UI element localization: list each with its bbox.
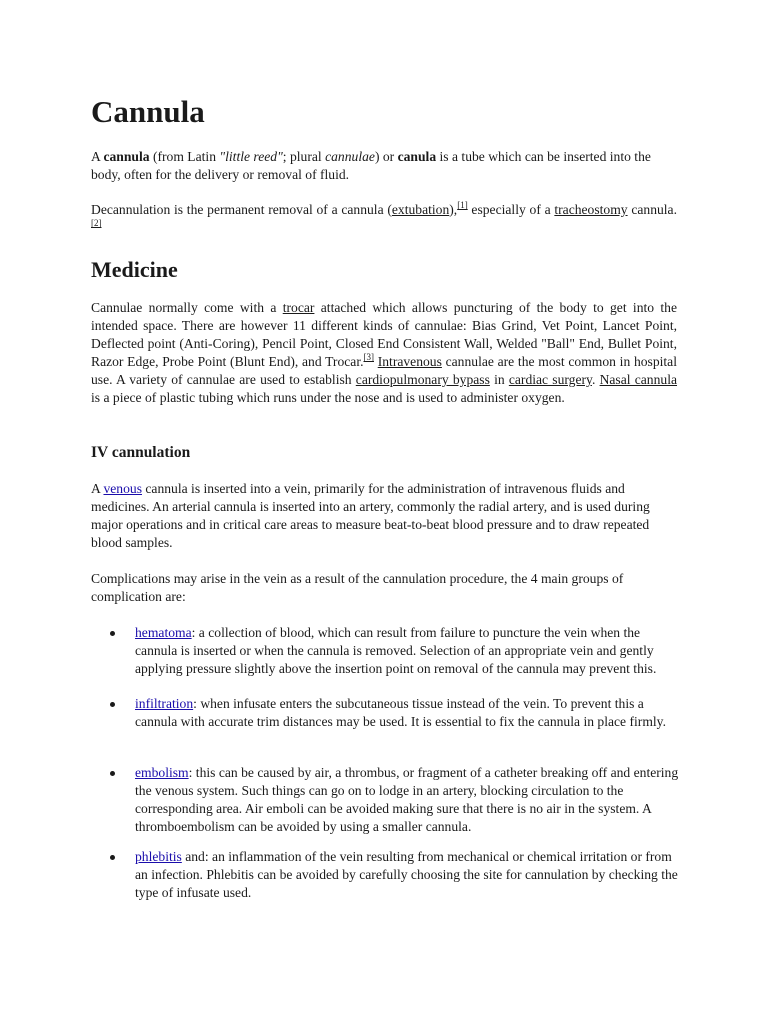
- list-item: phlebitis and: an inflammation of the vein resulting from mechanical or chemical irritation or from an infection. Phlebitis can be avoided by carefully choosing the site for cannulation by checking the type of infusate used.: [135, 848, 679, 902]
- reference-1[interactable]: [1]: [457, 200, 468, 210]
- reference-2[interactable]: [2]: [91, 218, 102, 228]
- link-extubation[interactable]: extubation: [391, 202, 450, 217]
- bullet-icon: [110, 631, 115, 636]
- intro-paragraph-definition: A cannula (from Latin "little reed"; plural cannulae) or canula is a tube which can be inserted into the body, often for the delivery or removal of fluid.: [91, 149, 651, 182]
- page-title: Cannula: [91, 94, 205, 129]
- term-canula: canula: [397, 149, 437, 164]
- bullet-icon: [110, 702, 115, 707]
- link-intravenous[interactable]: Intravenous: [377, 354, 442, 369]
- link-venous[interactable]: venous: [103, 481, 142, 496]
- list-item: embolism: this can be caused by air, a thrombus, or fragment of a catheter breaking off and entering the venous system. Such things can go on to lodge in an artery, blocking circulation to the corresponding area. Air emboli can be avoided making sure that there is no air in the system. A thromboembolism can be avoided by using a smaller cannula.: [135, 764, 679, 836]
- section-heading-medicine: Medicine: [91, 257, 178, 282]
- list-item: infiltration: when infusate enters the subcutaneous tissue instead of the vein. To prevent this a cannula with accurate trim distances may be used. It is essential to fix the cannula in place firmly.: [135, 695, 679, 731]
- link-infiltration[interactable]: infiltration: [135, 696, 194, 711]
- bullet-icon: [110, 855, 115, 860]
- reference-3[interactable]: [3]: [363, 352, 374, 362]
- intro-paragraph-decannulation: Decannulation is the permanent removal of a cannula (extubation),[1] especially of a tracheostomy cannula.[2]: [91, 200, 677, 228]
- link-trocar[interactable]: trocar: [282, 300, 315, 315]
- link-embolism[interactable]: embolism: [135, 765, 189, 780]
- link-hematoma[interactable]: hematoma: [135, 625, 192, 640]
- section-heading-iv-cannulation: IV cannulation: [91, 444, 191, 461]
- link-tracheostomy[interactable]: tracheostomy: [554, 202, 628, 217]
- list-item: hematoma: a collection of blood, which can result from failure to puncture the vein when the cannula is inserted or when the cannula is removed. Selection of an appropriate vein and gently applying pressure slightly above the insertion point on removal of the cannula may prevent this.: [135, 624, 679, 678]
- iv-paragraph-complications-intro: Complications may arise in the vein as a result of the cannulation procedure, the 4 main groups of complication are:: [91, 571, 624, 604]
- link-cardiopulmonary-bypass[interactable]: cardiopulmonary bypass: [355, 372, 490, 387]
- link-phlebitis[interactable]: phlebitis: [135, 849, 182, 864]
- term-cannula: cannula: [103, 149, 150, 164]
- iv-paragraph-venous: A venous cannula is inserted into a vein, primarily for the administration of intravenous fluids and medicines. An arterial cannula is inserted into an artery, commonly the radial artery, and is used during major operations and in critical care areas to measure beat-to-beat blood pressure and to draw repeated blood samples.: [91, 481, 650, 550]
- medicine-paragraph: Cannulae normally come with a trocar attached which allows puncturing of the body to get into the intended space. There are however 11 different kinds of cannulae: Bias Grind, Vet Point, Lancet Point, Deflected point (Anti-Coring), Pencil Point, Closed End Consistent Wall, Welded "Ball" End, Bullet Point, Razor Edge, Probe Point (Blunt End), and Trocar.[3] Intravenous cannulae are the most common in hospital use. A variety of cannulae are used to establish cardiopulmonary bypass in cardiac surgery. Nasal cannula is a piece of plastic tubing which runs under the nose and is used to administer oxygen.: [91, 300, 678, 405]
- link-cardiac-surgery[interactable]: cardiac surgery: [508, 372, 592, 387]
- bullet-icon: [110, 771, 115, 776]
- link-nasal-cannula[interactable]: Nasal cannula: [599, 372, 678, 387]
